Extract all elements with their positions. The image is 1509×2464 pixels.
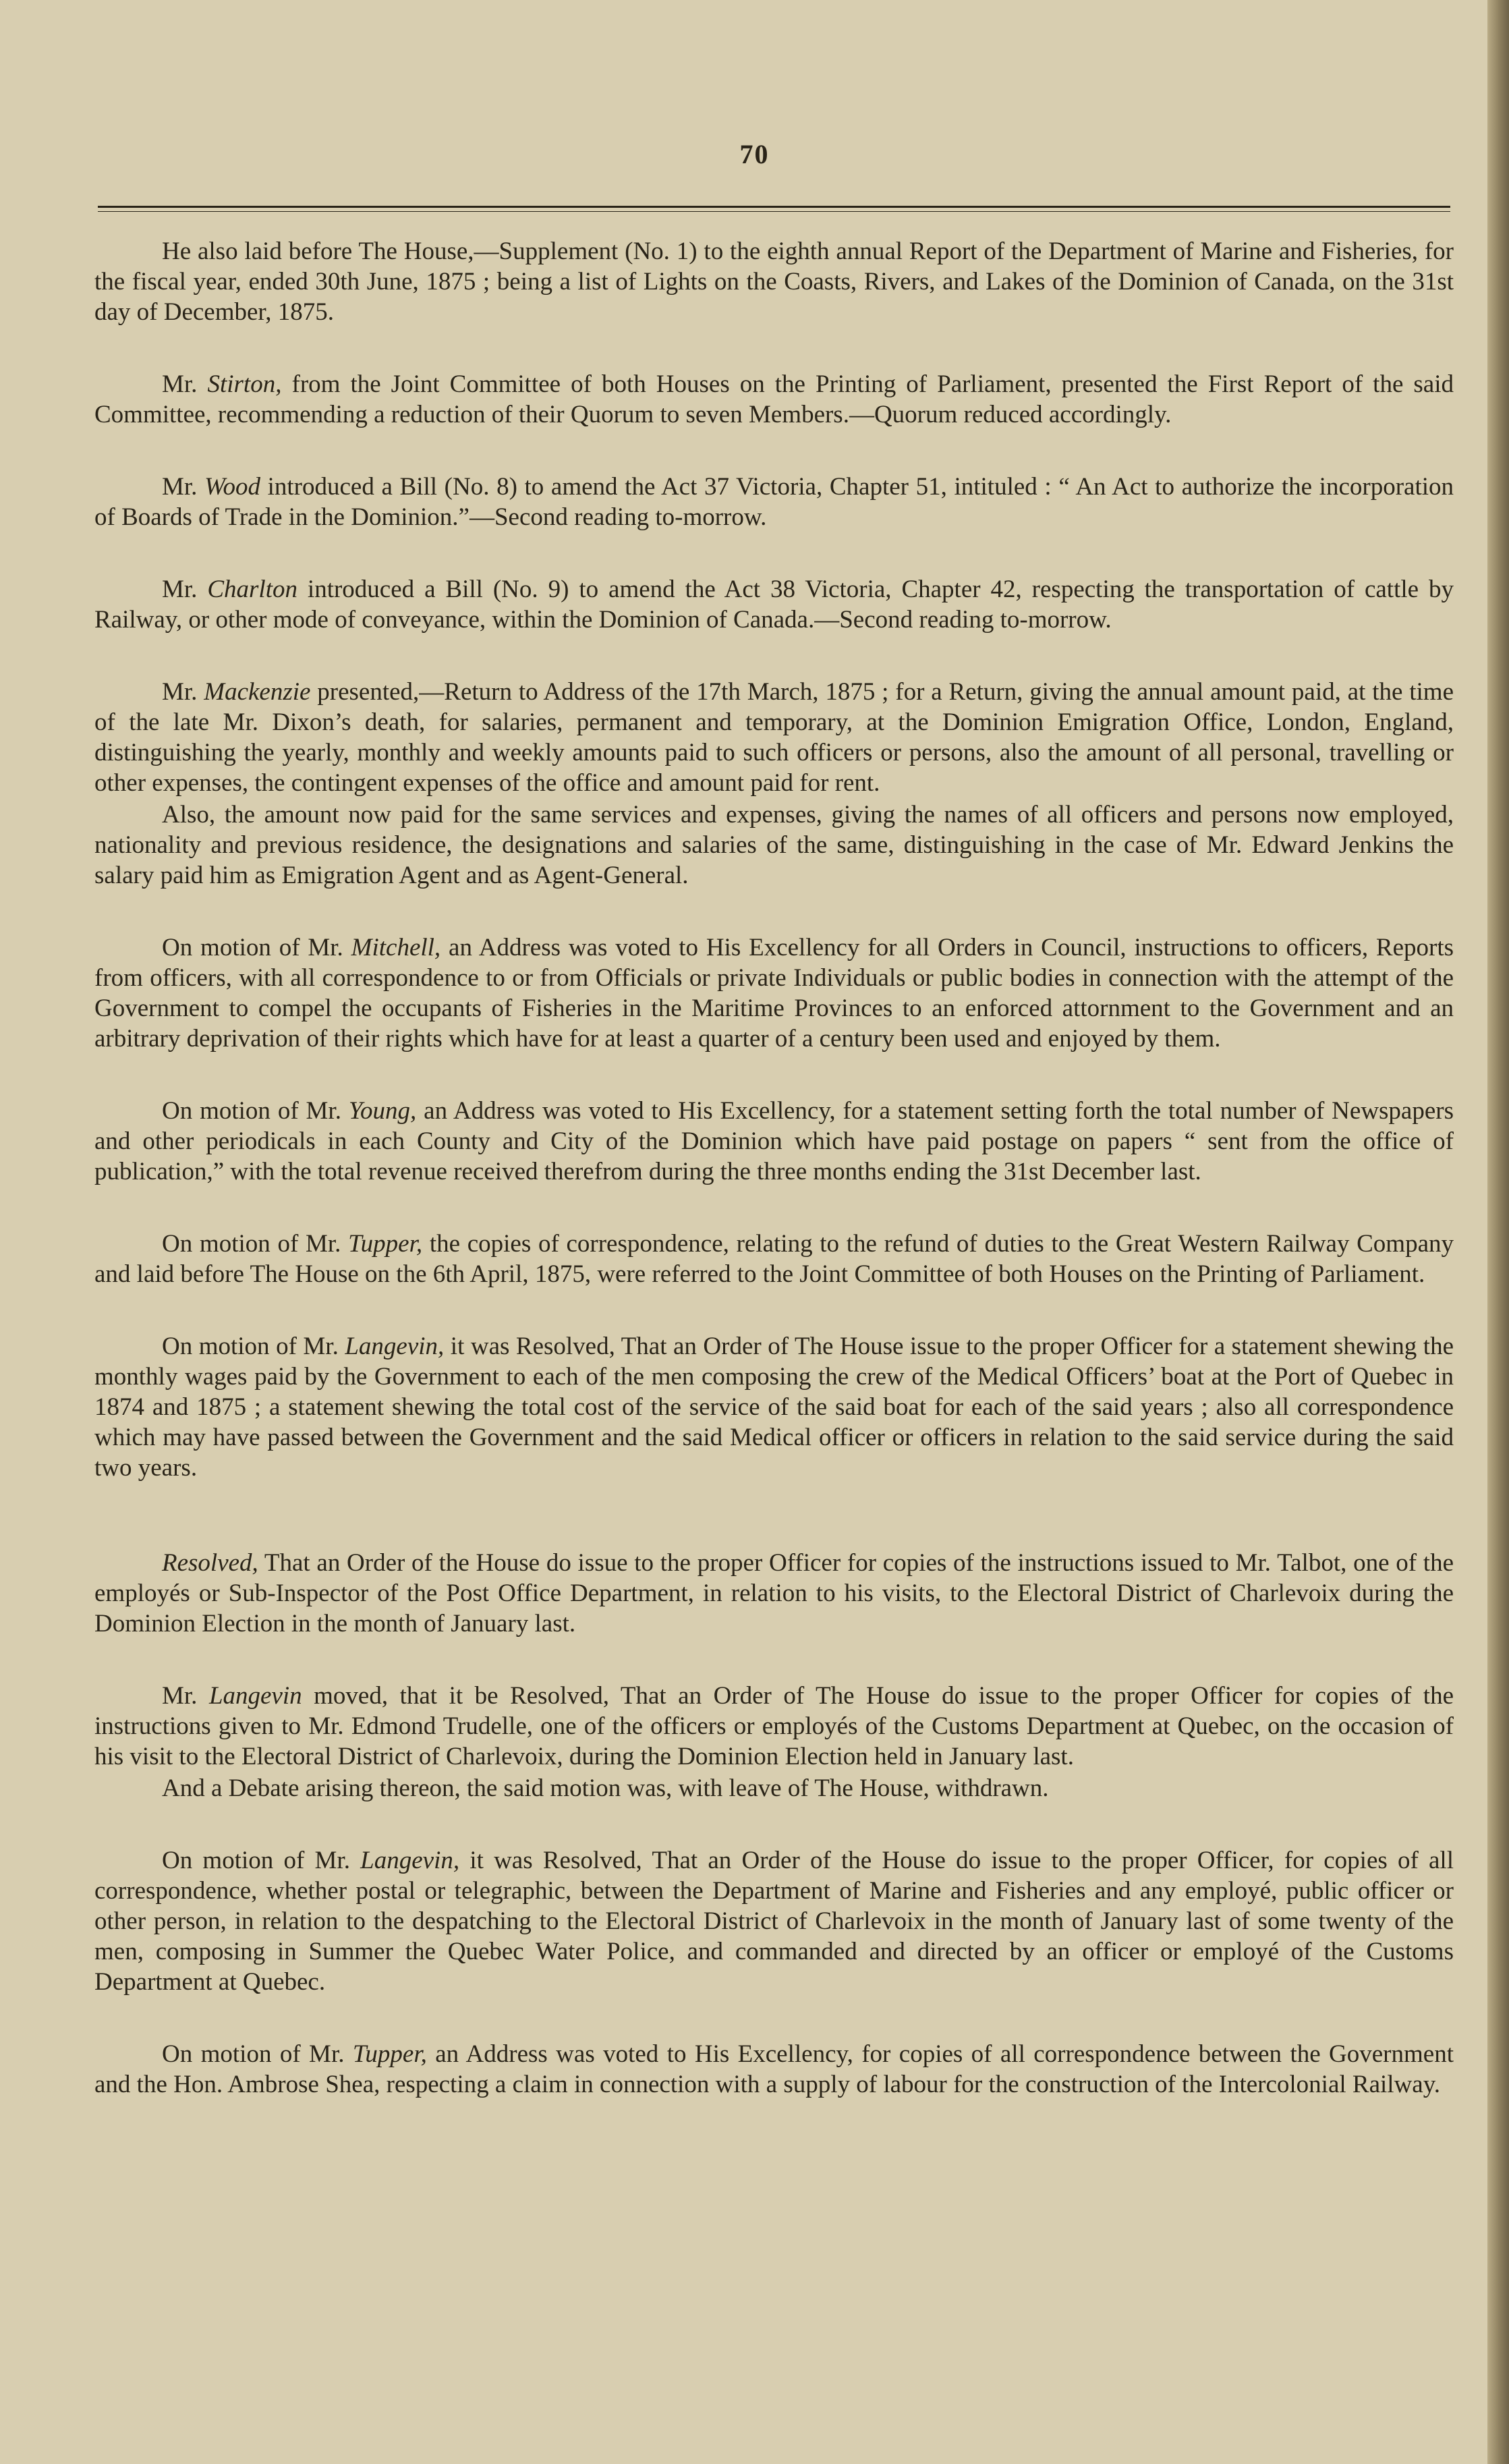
entry-supplement-report <box>94 236 1454 327</box>
page-number: 70 <box>739 139 770 169</box>
entry-text: On motion of Mr. <box>162 1230 349 1258</box>
member-name: Langevin, <box>360 1847 460 1874</box>
entry-paragraph <box>94 1096 1454 1187</box>
member-name: Mackenzie <box>204 678 311 706</box>
entry-resolved-talbot <box>94 1548 1454 1639</box>
entry-paragraph <box>94 1773 1454 1803</box>
entry-text: Mr. <box>162 1682 209 1710</box>
entry-wood-bill <box>94 472 1454 532</box>
entry-text: On motion of Mr. <box>162 934 351 961</box>
member-name: Stirton, <box>207 370 282 398</box>
entry-langevin-trudelle <box>94 1681 1454 1803</box>
entry-text: an Address was voted to His Excellency, for copies of all correspondence between the Government and the Hon. Ambrose Shea, respecting a claim in connection with a supply of labour for the construction of the Intercolonial Railway. <box>94 2040 1454 2098</box>
entry-text: On motion of Mr. <box>162 1097 349 1125</box>
entry-paragraph <box>94 800 1454 891</box>
entry-text: it was Resolved, That an Order of The House issue to the proper Officer for a statement shewing the monthly wages paid by the Government to each of the men composing the crew of the Medical Officers’ boat at the Port of Quebec in 1874 and 1875 ; a statement shewing the total cost of the service of the said boat for each of the said years ; also all correspondence which may have passed between the Government and the said Medical officer or officers in relation to the said service during the said two years. <box>94 1333 1454 1482</box>
entry-text: Mr. <box>162 370 208 398</box>
entry-text: the copies of correspondence, relating to the refund of duties to the Great Western Railway Company and laid before The House on the 6th April, 1875, were referred to the Joint Committee of both Houses on the Printing of Parliament. <box>94 1230 1454 1288</box>
entry-langevin-medical-boat <box>94 1331 1454 1483</box>
entry-text: introduced a Bill (No. 9) to amend the Act 38 Victoria, Chapter 42, respecting the transportation of cattle by Railway, or other mode of conveyance, within the Dominion of Canada.—Second reading to-morrow. <box>94 576 1454 634</box>
entry-text: On motion of Mr. <box>162 1333 345 1360</box>
entry-charlton-bill <box>94 574 1454 635</box>
entry-mitchell-address <box>94 932 1454 1054</box>
member-name: Wood <box>204 473 260 501</box>
entry-text: That an Order of the House do issue to the proper Officer for copies of the instructions issued to Mr. Talbot, one of the employés or Sub-Inspector of the Post Office Department, in relation to his visits, to the Electoral District of Charlevoix during the Dominion Election in the month of January last. <box>94 1549 1454 1637</box>
header-rule <box>98 206 1450 208</box>
entry-tupper-shea <box>94 2039 1454 2100</box>
entry-mackenzie-return <box>94 677 1454 891</box>
entry-paragraph <box>94 1845 1454 1997</box>
entry-text: On motion of Mr. <box>162 2040 353 2068</box>
entry-paragraph <box>94 1681 1454 1772</box>
entry-paragraph <box>94 1229 1454 1289</box>
entry-text: Mr. <box>162 576 208 603</box>
entry-text: an Address was voted to His Excellency, for a statement setting forth the total number of Newspapers and other periodicals in each County and City of the Dominion which have paid postage on papers “ sent from the office of publication,” with the total revenue received therefrom during the three months ending the 31st December last. <box>94 1097 1454 1185</box>
entry-paragraph <box>94 472 1454 532</box>
entry-text: it was Resolved, That an Order of the House do issue to the proper Officer, for copies of all correspondence, whether postal or telegraphic, between the Department of Marine and Fisheries and any employé, public officer or other person, in relation to the despatching to the Electoral District of Charlevoix in the month of January last of some twenty of the men, composing in Summer the Quebec Water Police, and commanded and directed by an officer or employé of the Customs Department at Quebec. <box>94 1847 1454 1996</box>
member-name: Charlton <box>207 576 297 603</box>
entry-text: presented,—Return to Address of the 17th March, 1875 ; for a Return, giving the annual amount paid, at the time of the late Mr. Dixon’s death, for salaries, permanent and temporary, at the Dominion Emigration Office, London, England, distinguishing the yearly, monthly and weekly amounts paid to such officers or persons, also the amount of all personal, travelling or other expenses, the contingent expenses of the office and amount paid for rent. <box>94 678 1454 797</box>
entry-paragraph <box>94 1331 1454 1483</box>
entry-text: moved, that it be Resolved, That an Order of The House do issue to the proper Officer for copies of the instructions given to Mr. Edmond Trudelle, one of the officers or employés of the Customs Department at Quebec, on the occasion of his visit to the Electoral District of Charlevoix, during the Dominion Election held in January last. <box>94 1682 1454 1770</box>
entry-text: Mr. <box>162 678 204 706</box>
entry-tupper-correspondence <box>94 1229 1454 1289</box>
journal-entries <box>94 236 1454 2141</box>
entry-paragraph <box>94 932 1454 1054</box>
page-binding-edge <box>1487 0 1509 2464</box>
entry-paragraph <box>94 677 1454 798</box>
member-name: Langevin <box>208 1682 302 1710</box>
entry-stirton-report <box>94 369 1454 430</box>
member-name: Tupper, <box>352 2040 427 2068</box>
entry-young-address <box>94 1096 1454 1187</box>
member-name: Langevin, <box>345 1333 445 1360</box>
entry-paragraph <box>94 1548 1454 1639</box>
entry-text: He also laid before The House,—Supplement (No. 1) to the eighth annual Report of the Department of Marine and Fisheries, for the fiscal year, ended 30th June, 1875 ; being a list of Lights on the Coasts, Rivers, and Lakes of the Dominion of Canada, on the 31st day of December, 1875. <box>94 237 1454 326</box>
entry-text: And a Debate arising thereon, the said motion was, with leave of The House, withdrawn. <box>162 1774 1049 1802</box>
header-rule-thin <box>98 211 1450 212</box>
member-name: Resolved, <box>162 1549 258 1577</box>
entry-paragraph <box>94 236 1454 327</box>
entry-text: an Address was voted to His Excellency for all Orders in Council, instructions to officers, Reports from officers, with all correspondence to or from Officials or private Individuals or public bodies in connection with the attempt of the Government to compel the occupants of Fisheries in the Maritime Provinces to an enforced attornment to the Government and an arbitrary deprivation of their rights which have for at least a quarter of a century been used and enjoyed by them. <box>94 934 1454 1053</box>
entry-text: Mr. <box>162 473 205 501</box>
member-name: Tupper, <box>348 1230 423 1258</box>
member-name: Mitchell, <box>351 934 441 961</box>
entry-paragraph <box>94 369 1454 430</box>
entry-paragraph <box>94 2039 1454 2100</box>
member-name: Young, <box>348 1097 417 1125</box>
entry-text: introduced a Bill (No. 8) to amend the Act 37 Victoria, Chapter 51, intituled : “ An Act to authorize the incorporation of Boards of Trade in the Dominion.”—Second reading to-morrow. <box>94 473 1454 531</box>
entry-paragraph <box>94 574 1454 635</box>
entry-langevin-water-police <box>94 1845 1454 1997</box>
entry-text: On motion of Mr. <box>162 1847 361 1874</box>
entry-text: Also, the amount now paid for the same services and expenses, giving the names of all officers and persons now employed, nationality and previous residence, the designations and salaries of the same, distinguishing in the case of Mr. Edward Jenkins the salary paid him as Emigration Agent and as Agent-General. <box>94 801 1454 889</box>
entry-text: from the Joint Committee of both Houses on the Printing of Parliament, presented the First Report of the said Committee, recommending a reduction of their Quorum to seven Members.—Quorum reduced accordingly. <box>94 370 1454 428</box>
